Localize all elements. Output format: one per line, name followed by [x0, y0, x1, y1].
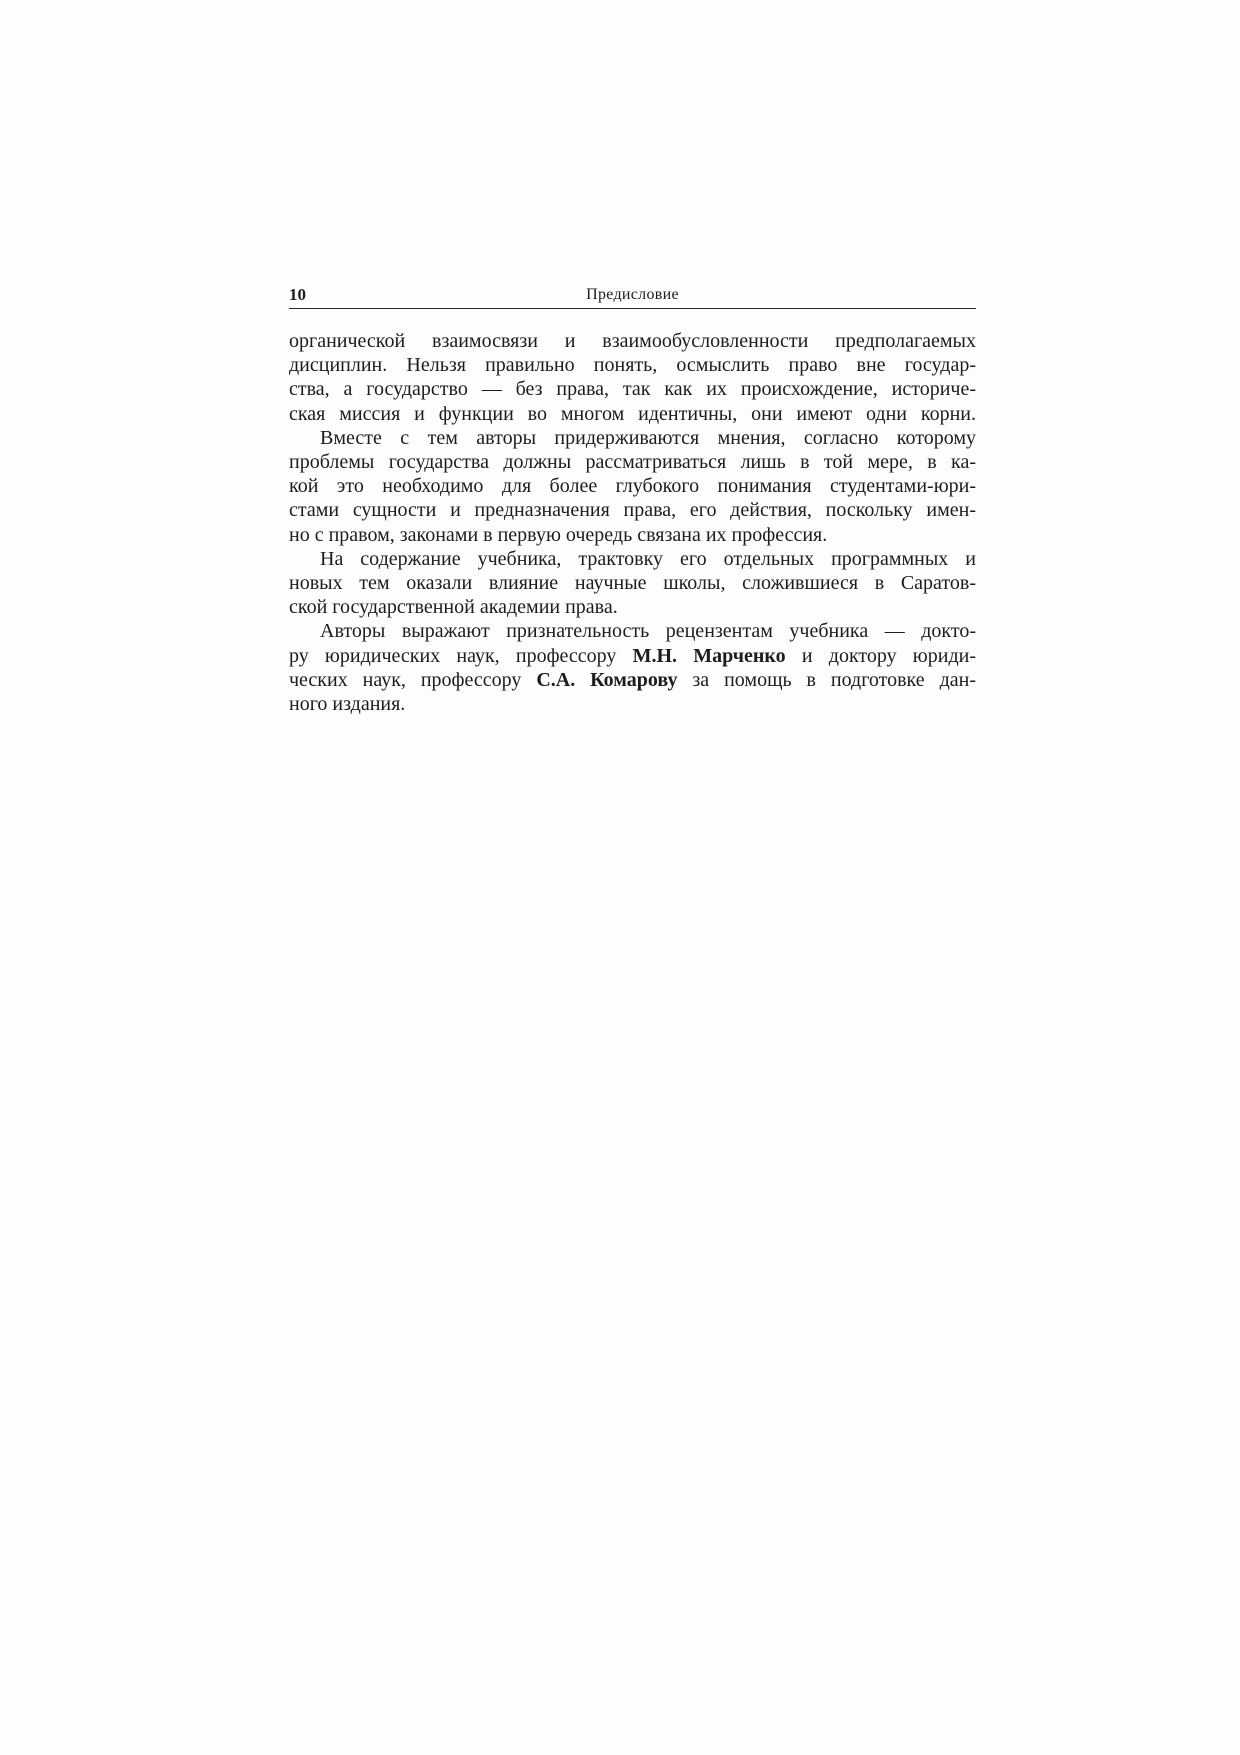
- text-segment: и доктору юриди-: [785, 644, 976, 667]
- text-line: но с правом, законами в первую очередь связана их профессия.: [289, 523, 828, 546]
- page-number: 10: [289, 285, 306, 304]
- text-line: Вместе с тем авторы придерживаются мнения, согласно которому: [320, 426, 976, 449]
- text-segment: за помощь в подготовке дан-: [677, 668, 976, 691]
- reviewer-name-marchenko: М.Н. Марченко: [632, 644, 786, 667]
- reviewer-name-komarov: С.А. Комарову: [536, 668, 678, 691]
- text-line: Авторы выражают признательность рецензентам учебника — докто-: [320, 620, 976, 643]
- text-line: кой это необходимо для более глубокого понимания студентами-юри-: [289, 475, 976, 498]
- text-line: стами сущности и предназначения права, его действия, поскольку имен-: [289, 499, 976, 522]
- text-line: ного издания.: [289, 693, 406, 716]
- text-line: [289, 668, 976, 692]
- text-segment: ру юридических наук, профессору: [289, 644, 633, 667]
- paragraph-2: [289, 426, 976, 547]
- text-line: [289, 644, 976, 668]
- text-line: ской государственной академии права.: [289, 596, 618, 619]
- page-header: [289, 284, 976, 309]
- body-text: [289, 329, 976, 716]
- text-line: новых тем оказали влияние научные школы, сложившиеся в Саратов-: [289, 572, 976, 595]
- text-line: ская миссия и функции во многом идентичны, они имеют одни корни.: [289, 402, 976, 425]
- text-line: На содержание учебника, трактовку его отдельных программных и: [320, 547, 976, 570]
- paragraph-3: [289, 547, 976, 620]
- text-line: дисциплин. Нельзя правильно понять, осмыслить право вне государ-: [289, 354, 976, 377]
- text-line: органической взаимосвязи и взаимообусловленности предполагаемых: [289, 330, 976, 352]
- paragraph-1: [289, 329, 976, 426]
- running-title: Предисловие: [586, 286, 679, 303]
- text-line: проблемы государства должны рассматриваться лишь в той мере, в ка-: [289, 451, 976, 474]
- text-segment: ческих наук, профессору: [289, 668, 537, 691]
- paragraph-4: [289, 619, 976, 716]
- text-line: ства, а государство — без права, так как их происхождение, историче-: [289, 378, 976, 401]
